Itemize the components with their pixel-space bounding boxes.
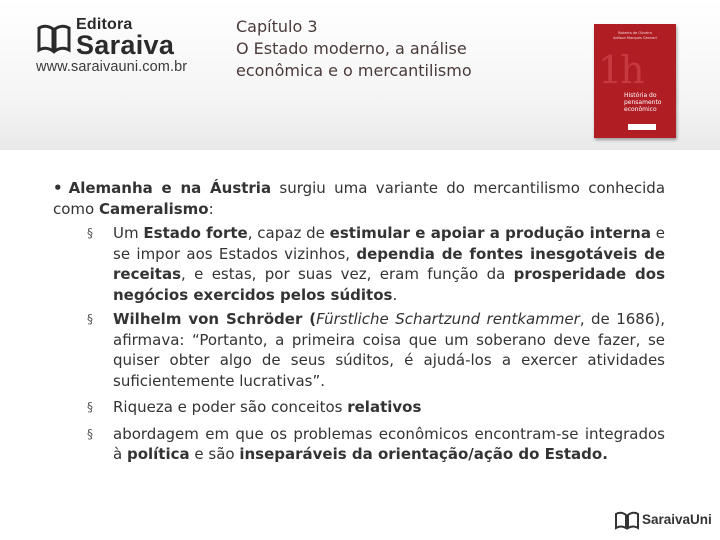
item-1-bold-h: prosperidade dos negócios exercidos pelos súditos — [113, 265, 666, 304]
list-item — [53, 424, 665, 465]
logo-url: www.saraivauni.com.br — [36, 59, 188, 75]
cover-publisher-mark — [628, 124, 656, 130]
section-bullet-icon: § — [87, 312, 93, 326]
item-1-text-e: e se impor aos Estados vizinhos, — [113, 224, 665, 263]
footer-brand: SaraivaUni — [642, 512, 712, 527]
item-1-bold-f: dependia de fontes inesgotáveis de receitas — [113, 244, 666, 283]
item-2-text-c: , de 1686), afirmava: “Portanto, a primeira coisa que um soberano deve fazer, se quiser obter algo de seus súditos, é ajudá-los a exercer atividades suficientemente lucrativas”. — [113, 310, 665, 390]
intro-text-4: : — [208, 199, 214, 218]
intro-text-2: surgiu uma variante do mercantilismo conhecida como — [53, 179, 666, 218]
cover-title: História do pensamento econômico — [624, 92, 662, 113]
item-2-bold-a: Wilhelm von Schröder ( — [113, 310, 317, 328]
slide-body — [53, 178, 665, 465]
intro-bold-3: Cameralismo — [98, 199, 209, 218]
intro-bold-1: Alemanha e na Áustria — [68, 179, 272, 197]
intro-bullet: • — [53, 179, 63, 197]
item-1-text-i: . — [392, 285, 398, 304]
open-book-icon — [36, 20, 72, 54]
list-item — [53, 309, 665, 391]
book-cover-image — [594, 24, 676, 138]
list-item — [53, 223, 665, 305]
editora-saraiva-logo[interactable] — [36, 16, 196, 78]
cover-watermark: 1h — [598, 48, 643, 92]
item-4-text-c: e são — [189, 445, 240, 463]
item-1-bold-b: Estado forte — [143, 224, 248, 242]
saraivauni-footer-logo[interactable] — [614, 510, 714, 532]
item-1-text-c: , capaz de — [247, 224, 330, 242]
section-bullet-icon: § — [87, 226, 93, 240]
item-1-bold-d: estimular e apoiar a produção interna — [329, 224, 651, 242]
open-book-icon — [614, 510, 640, 530]
chapter-title — [236, 16, 576, 82]
chapter-title-line-1: Capítulo 3 — [236, 17, 318, 36]
intro-paragraph — [53, 178, 665, 219]
list-item — [53, 397, 665, 418]
logo-publisher-small: Editora — [76, 16, 133, 33]
chapter-title-line-3: econômica e o mercantilismo — [236, 61, 472, 80]
item-2-italic-b: Fürstliche Schartzund rentkammer — [316, 310, 580, 328]
item-1-text-g: , e estas, por suas vez, eram função da — [181, 265, 514, 283]
item-3-text-a: Riqueza e poder são conceitos — [113, 398, 348, 416]
section-bullet-icon: § — [87, 426, 93, 441]
cover-authors: Roberto de Oliveira Adilson Marques Gennari — [613, 31, 657, 40]
chapter-title-line-2: O Estado moderno, a análise — [236, 39, 467, 58]
section-bullet-icon: § — [87, 400, 93, 414]
bullet-list — [53, 223, 665, 465]
logo-publisher-big: Saraiva — [76, 30, 175, 60]
item-4-text-a: abordagem em que os problemas econômicos encontram-se integrados à — [113, 424, 665, 463]
item-3-bold-b: relativos — [347, 398, 422, 416]
item-1-text-a: Um — [113, 224, 144, 242]
item-4-bold-d: inseparáveis da orientação/ação do Estado. — [239, 445, 608, 463]
item-4-bold-b: política — [126, 445, 190, 463]
